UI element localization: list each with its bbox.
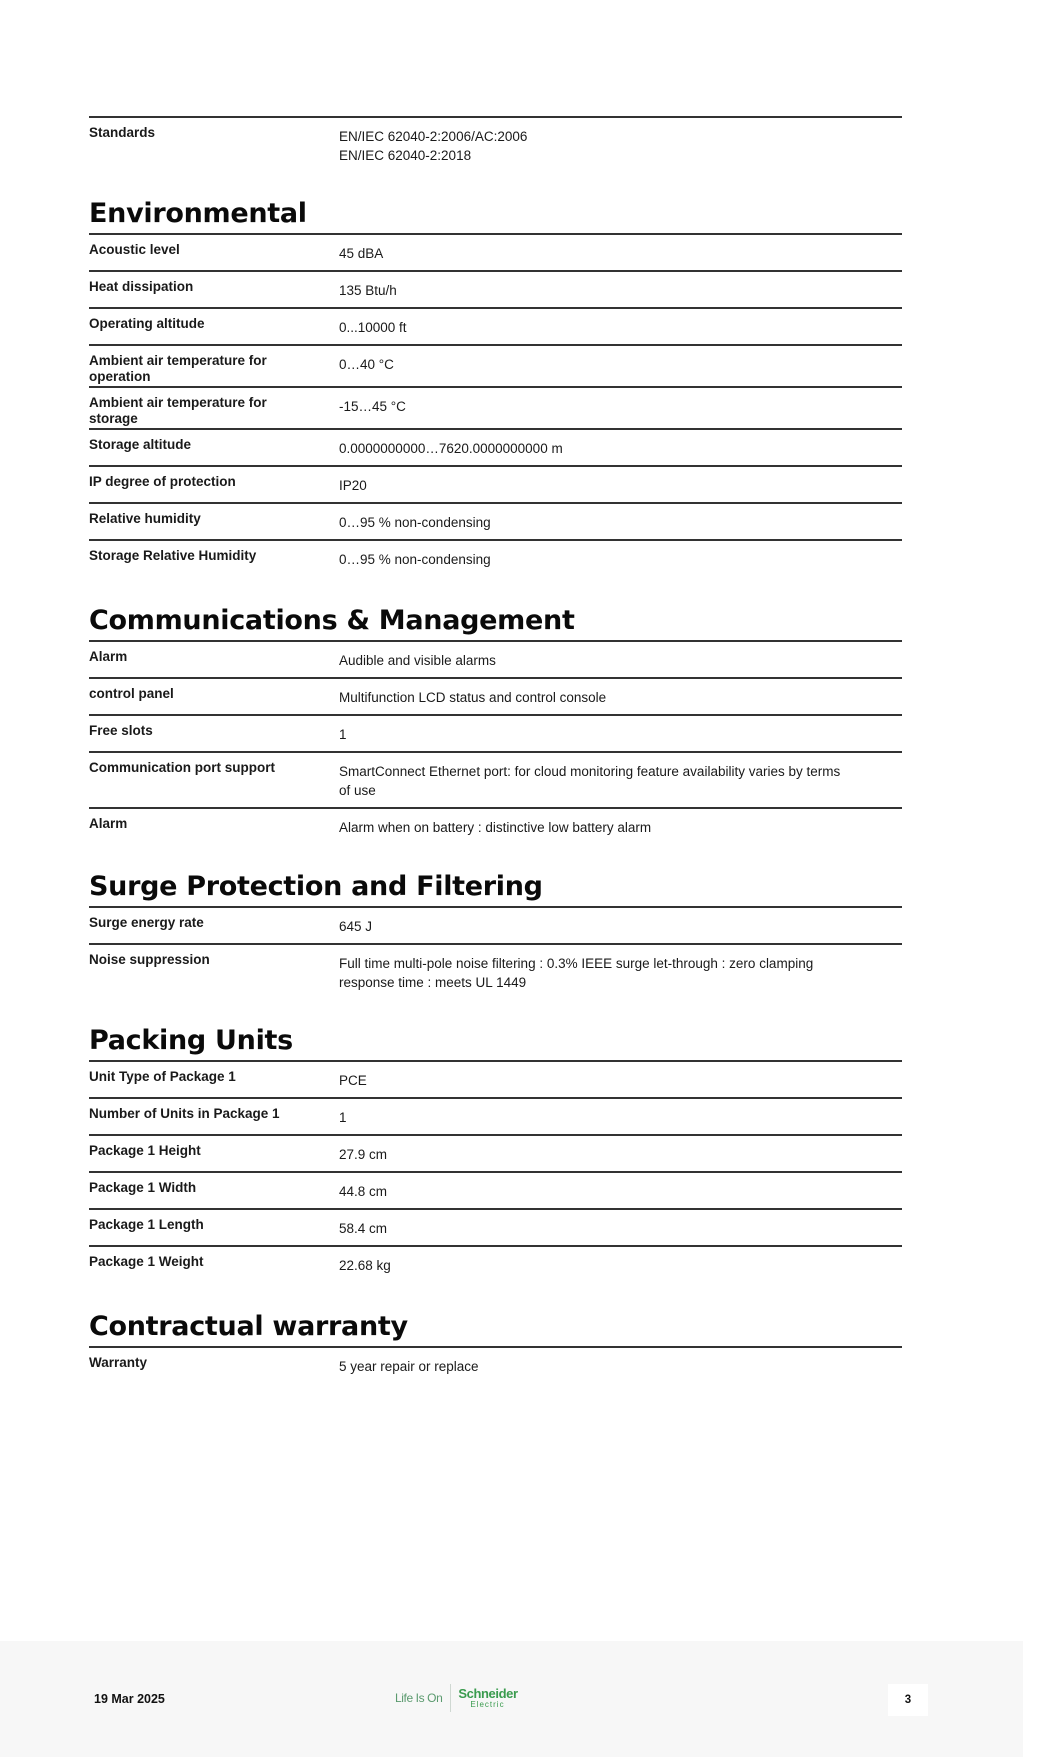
spec-row [89,751,902,807]
spec-label: Storage altitude [89,437,192,452]
spec-label: Unit Type of Package 1 [89,1069,236,1084]
spec-row [89,465,902,502]
spec-value-line: response time : meets UL 1449 [339,975,527,990]
spec-label: Package 1 Weight [89,1254,204,1269]
warranty-table [89,1346,902,1383]
page-number: 3 [888,1684,928,1716]
spec-value-line: of use [339,783,376,798]
page-footer [0,1641,1023,1757]
spec-value [339,118,902,165]
spec-label: Standards [89,125,156,140]
spec-label: Communication port support [89,760,275,775]
spec-value: Multifunction LCD status and control console [339,690,607,705]
spec-row [89,307,902,344]
section-heading-packing: Packing Units [89,1025,293,1056]
spec-value: PCE [339,1073,367,1088]
spec-label: Free slots [89,723,153,738]
spec-row [89,1134,902,1171]
spec-row [89,116,902,165]
spec-value: 22.68 kg [339,1258,391,1273]
spec-value-line: EN/IEC 62040-2:2018 [339,148,472,163]
spec-value: 0…40 °C [339,357,394,372]
spec-value: 27.9 cm [339,1147,388,1162]
packing-table [89,1060,902,1282]
spec-value: IP20 [339,478,367,493]
spec-label: Warranty [89,1355,148,1370]
spec-label: Package 1 Length [89,1217,204,1232]
spec-value [339,945,902,999]
spec-value-line: SmartConnect Ethernet port: for cloud monitoring feature availability varies by terms [339,764,841,779]
logo-brand-sub: Electric [470,1700,505,1709]
spec-value-line: Full time multi-pole noise filtering : 0.3% IEEE surge let-through : zero clamping [339,956,814,971]
spec-value: 0.0000000000…7620.0000000000 m [339,441,563,456]
spec-label: Relative humidity [89,511,201,526]
spec-label: Noise suppression [89,952,210,967]
schneider-electric-logo [395,1681,518,1715]
spec-label: Ambient air temperature for operation [89,353,267,384]
spec-label: Number of Units in Package 1 [89,1106,280,1121]
spec-row [89,344,902,386]
spec-row [89,1208,902,1245]
spec-row [89,677,902,714]
spec-label: IP degree of protection [89,474,236,489]
spec-value: Audible and visible alarms [339,653,496,668]
spec-row [89,640,902,677]
spec-row [89,1346,902,1383]
spec-label: Surge energy rate [89,915,204,930]
section-heading-surge: Surge Protection and Filtering [89,871,543,902]
spec-label: control panel [89,686,174,701]
spec-row [89,1097,902,1134]
spec-value: 0...10000 ft [339,320,407,335]
spec-row [89,270,902,307]
spec-row [89,1060,902,1097]
spec-label: Storage Relative Humidity [89,548,257,563]
spec-value: 44.8 cm [339,1184,388,1199]
spec-row [89,428,902,465]
spec-value: 1 [339,1110,347,1125]
section-heading-warranty: Contractual warranty [89,1311,408,1342]
spec-value: 1 [339,727,347,742]
environmental-table [89,233,902,576]
spec-value [339,753,902,807]
logo-divider [450,1684,451,1712]
spec-label: Alarm [89,649,128,664]
spec-label: Ambient air temperature for storage [89,395,267,426]
surge-table [89,906,902,999]
logo-brand [458,1687,517,1709]
spec-label: Package 1 Width [89,1180,197,1195]
spec-label: Heat dissipation [89,279,194,294]
spec-value: 45 dBA [339,246,384,261]
spec-value: 135 Btu/h [339,283,397,298]
spec-label: Acoustic level [89,242,180,257]
spec-value: 0…95 % non-condensing [339,515,491,530]
spec-label: Package 1 Height [89,1143,201,1158]
spec-row [89,1245,902,1282]
spec-value: -15…45 °C [339,399,406,414]
section-heading-communications: Communications & Management [89,605,575,636]
spec-value: 0…95 % non-condensing [339,552,491,567]
communications-table [89,640,902,844]
spec-row [89,807,902,844]
spec-value-line: EN/IEC 62040-2:2006/AC:2006 [339,129,528,144]
spec-value: 58.4 cm [339,1221,388,1236]
logo-brand-name: Schneider [458,1686,518,1701]
spec-value: Alarm when on battery : distinctive low battery alarm [339,820,652,835]
standards-table [89,116,902,165]
logo-tagline: Life Is On [395,1691,443,1705]
spec-row [89,386,902,428]
spec-row [89,714,902,751]
spec-row [89,1171,902,1208]
spec-value: 645 J [339,919,373,934]
spec-label: Operating altitude [89,316,205,331]
spec-row [89,233,902,270]
spec-row [89,943,902,999]
spec-row [89,539,902,576]
spec-row [89,502,902,539]
spec-row [89,906,902,943]
spec-label: Alarm [89,816,128,831]
spec-value: 5 year repair or replace [339,1359,479,1374]
footer-date: 19 Mar 2025 [94,1692,165,1706]
section-heading-environmental: Environmental [89,198,307,229]
